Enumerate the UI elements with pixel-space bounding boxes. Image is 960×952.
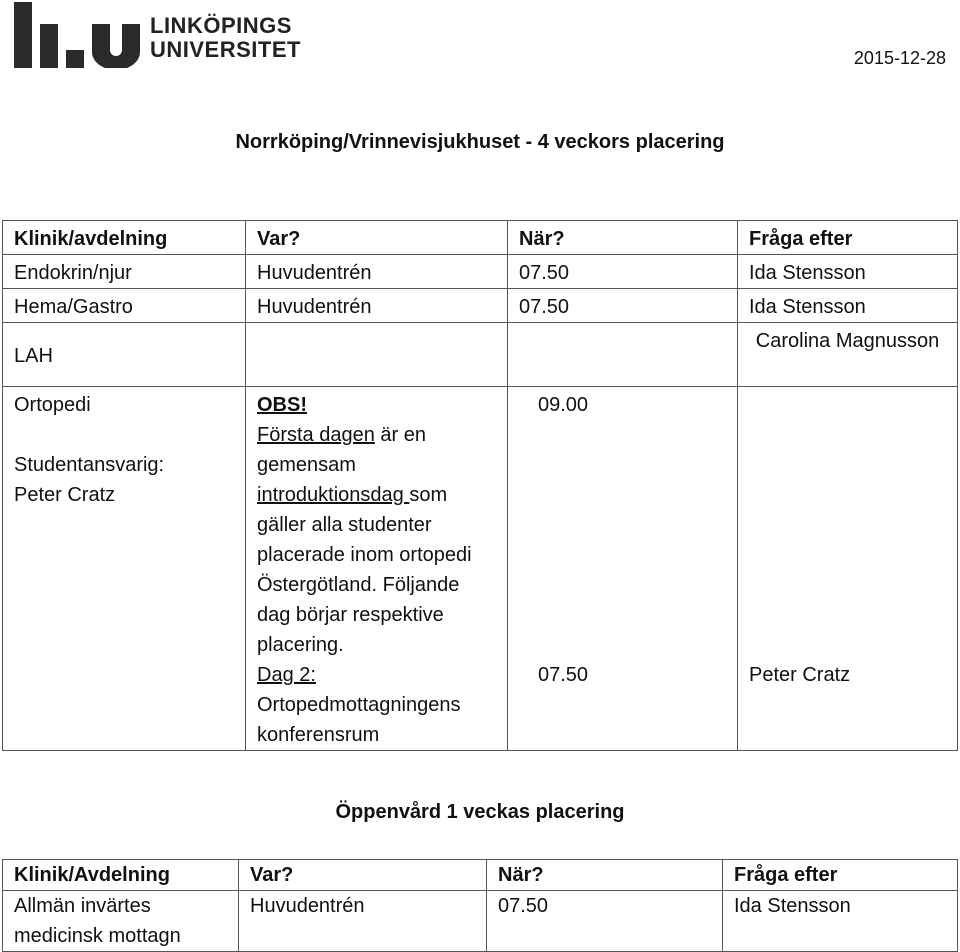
obs-label: OBS! [257, 394, 307, 416]
placement-table-vrinnevi [2, 220, 958, 751]
cell-fraga: Ida Stensson [723, 891, 958, 952]
liu-logo-text [150, 14, 301, 62]
introduktionsdag: introduktionsdag [257, 484, 410, 506]
cell-klinik: LAH [3, 323, 246, 387]
section1-title: Norrköping/Vrinnevisjukhuset - 4 veckors placering [235, 131, 725, 153]
info-text [257, 420, 496, 660]
table-header-row [3, 221, 958, 255]
cell-nar: 07.50 [508, 255, 738, 289]
cell-var [246, 323, 508, 387]
cell-klinik: Allmän invärtes medicinsk mottagn [3, 891, 239, 952]
cell-var: Huvudentrén [239, 891, 487, 952]
contact-day-2: Peter Cratz [749, 664, 851, 686]
column-header: Fråga efter [723, 860, 958, 891]
cell-nar: 07.50 [508, 289, 738, 323]
cell-var: Huvudentrén [246, 289, 508, 323]
liu-logo [14, 2, 301, 68]
forsta-dagen: Första dagen [257, 424, 375, 446]
cell-var: Huvudentrén [246, 255, 508, 289]
table-header-row [3, 860, 958, 891]
section2-title: Öppenvård 1 veckas placering [335, 801, 625, 823]
column-header: Fråga efter [738, 221, 958, 255]
spacer [14, 420, 234, 450]
placement-table-oppenvard [2, 859, 958, 952]
logo-line-1: LINKÖPINGS [150, 13, 292, 38]
table-row [3, 891, 958, 952]
ortopedi-label: Ortopedi [14, 394, 91, 416]
document-date: 2015-12-28 [853, 48, 946, 68]
column-header: Var? [246, 221, 508, 255]
time-first-day: 09.00 [538, 394, 589, 416]
dag2-location: Ortopedmottagningens konferensrum [257, 694, 461, 746]
time-day-2: 07.50 [538, 664, 589, 686]
column-header: Klinik/avdelning [3, 221, 246, 255]
table-row-ortopedi [3, 387, 958, 751]
table-row [3, 289, 958, 323]
table-row [3, 255, 958, 289]
column-header: Var? [239, 860, 487, 891]
cell-klinik [3, 387, 246, 751]
column-header: När? [508, 221, 738, 255]
spacer [538, 420, 726, 660]
ansvarig-name: Peter Cratz [14, 484, 116, 506]
table-row [3, 323, 958, 387]
cell-klinik: Hema/Gastro [3, 289, 246, 323]
cell-fraga: Carolina Magnusson [738, 323, 958, 387]
cell-fraga: Ida Stensson [738, 289, 958, 323]
liu-logo-mark-icon [14, 2, 140, 68]
dag2-label: Dag 2: [257, 664, 316, 686]
column-header: Klinik/Avdelning [3, 860, 239, 891]
cell-klinik: Endokrin/njur [3, 255, 246, 289]
spacer [749, 390, 946, 660]
cell-nar: 07.50 [487, 891, 723, 952]
info-text-1: är en gemensam [257, 424, 427, 476]
cell-fraga [738, 387, 958, 751]
info-text-2: som gäller alla studenter placerade inom ortopedi Östergötland. Följande dag börjar respektive placering. [257, 484, 472, 656]
logo-line-2: UNIVERSITET [150, 37, 301, 62]
column-header: När? [487, 860, 723, 891]
cell-nar [508, 323, 738, 387]
cell-nar [508, 387, 738, 751]
ansvarig-label: Studentansvarig: [14, 454, 165, 476]
cell-var [246, 387, 508, 751]
cell-fraga: Ida Stensson [738, 255, 958, 289]
